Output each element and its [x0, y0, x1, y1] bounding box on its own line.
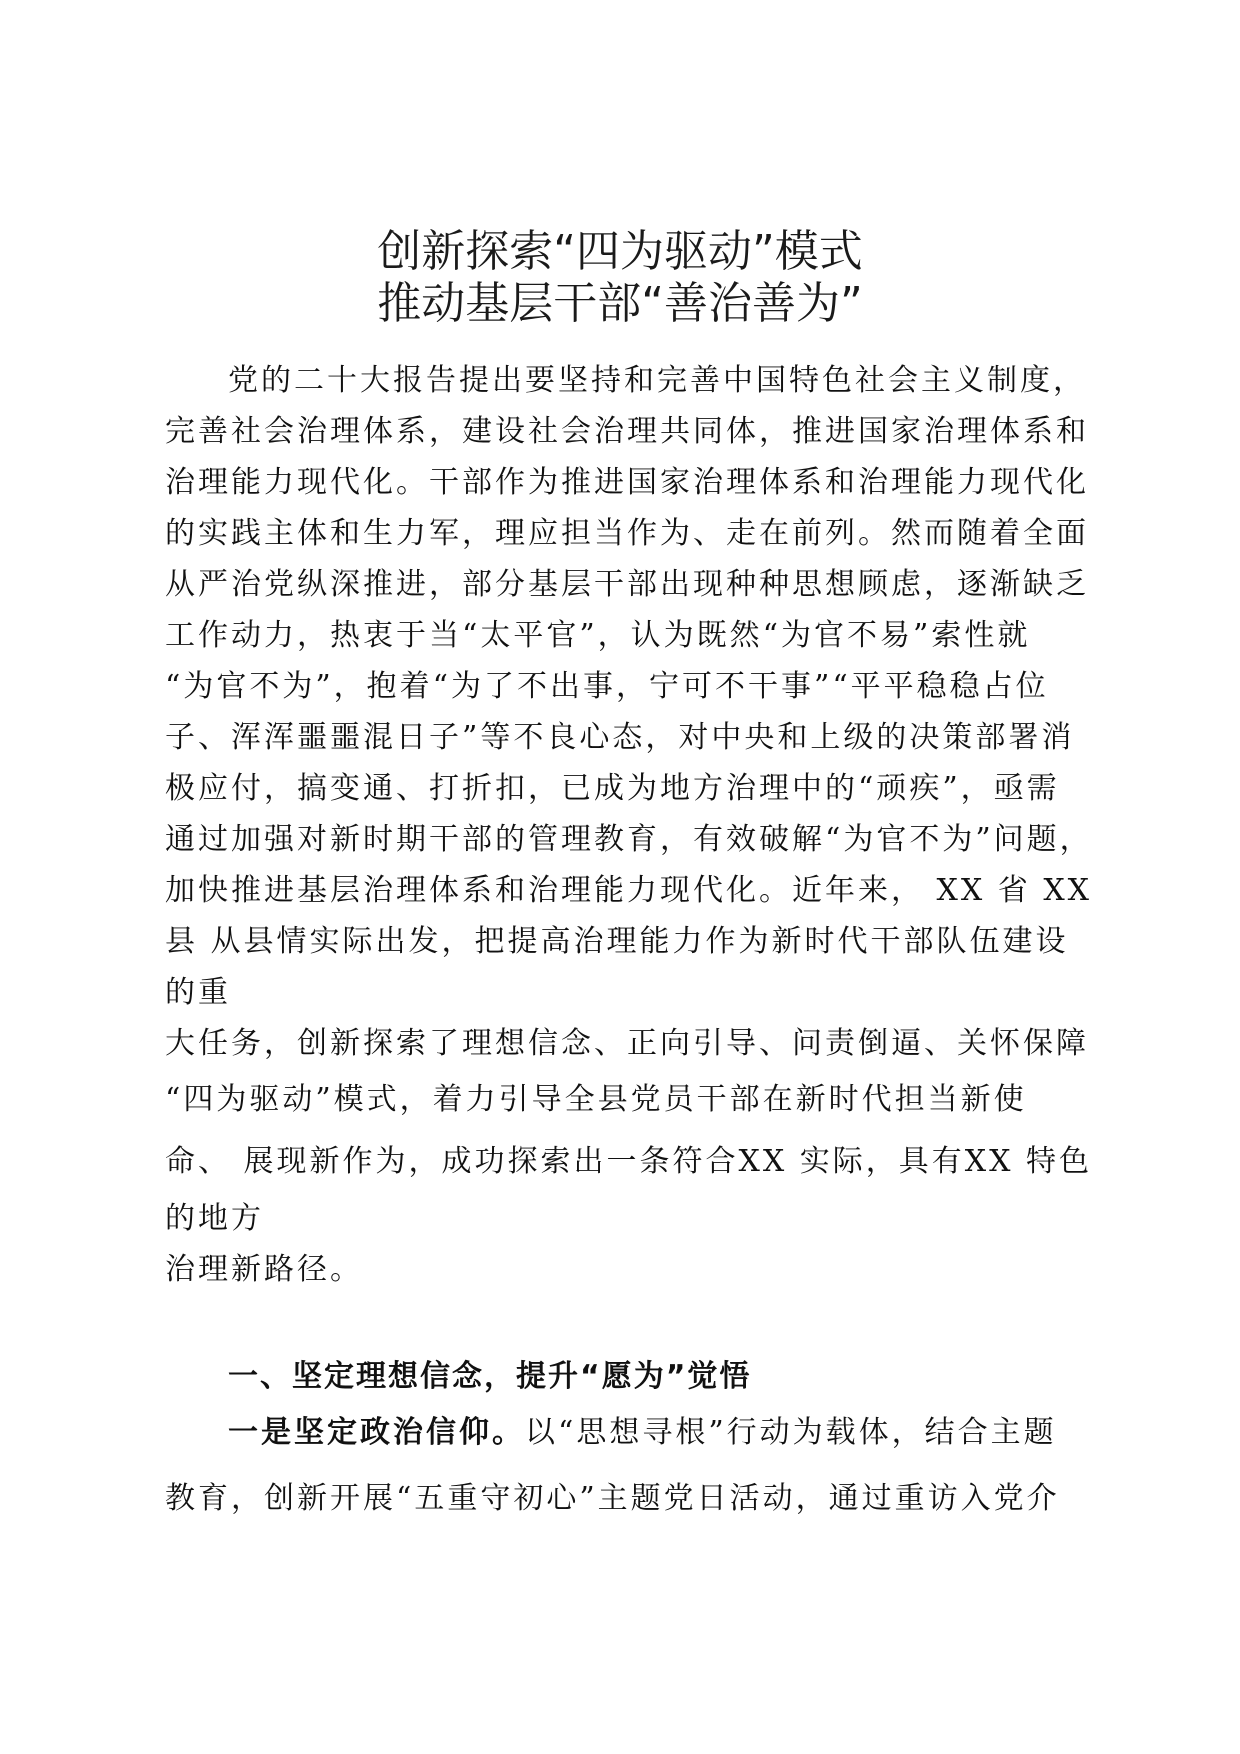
document-title-line1: 创新探索“四为驱动”模式	[377, 226, 863, 277]
section-heading: 一、坚定理想信念，提升“愿为”觉悟	[228, 1359, 752, 1394]
text-line: 大任务，创新探索了理想信念、正向引导、问责倒逼、关怀保障	[165, 1026, 1089, 1061]
text-line: 加快推进基层治理体系和治理能力现代化。近年来， XX 省 XX	[165, 873, 1093, 908]
lead-bold-phrase: 一是坚定政治信仰。	[228, 1415, 525, 1450]
text-line: 子、浑浑噩噩混日子”等不良心态，对中央和上级的决策部署消	[165, 720, 1075, 755]
text-line: “四为驱动”模式，着力引导全县党员干部在新时代担当新使	[165, 1082, 1027, 1117]
text-line: 的地方	[165, 1201, 264, 1236]
text-line: 从严治党纵深推进，部分基层干部出现种种思想顾虑，逐渐缺乏	[165, 567, 1089, 602]
text-line: 完善社会治理体系，建设社会治理共同体，推进国家治理体系和	[165, 414, 1089, 449]
text-line: 教育，创新开展“五重守初心”主题党日活动，通过重访入党介	[165, 1481, 1060, 1516]
intro-paragraph	[165, 355, 1093, 1295]
lead-rest-text: 以“思想寻根”行动为载体，结合主题	[525, 1415, 1057, 1450]
text-line: 工作动力，热衷于当“太平官”，认为既然“为官不易”索性就	[165, 618, 1031, 653]
text-line: 党的二十大报告提出要坚持和完善中国特色社会主义制度，	[228, 363, 1086, 398]
text-line: 命、 展现新作为，成功探索出一条符合XX 实际，具有XX 特色	[165, 1144, 1093, 1179]
text-line: 的重	[165, 975, 231, 1010]
text-line: 治理新路径。	[165, 1252, 363, 1287]
text-line: 极应付，搞变通、打折扣，已成为地方治理中的“顽疾”，亟需	[165, 771, 1060, 806]
text-line: 通过加强对新时期干部的管理教育，有效破解“为官不为”问题，	[165, 822, 1093, 857]
text-line: 县 从县情实际出发，把提高治理能力作为新时代干部队伍建设	[165, 924, 1069, 959]
section1-paragraph	[165, 1400, 1085, 1532]
document-title-line2: 推动基层干部“善治善为”	[377, 278, 863, 329]
text-line: 治理能力现代化。干部作为推进国家治理体系和治理能力现代化	[165, 465, 1089, 500]
text-line: 的实践主体和生力军，理应担当作为、走在前列。然而随着全面	[165, 516, 1089, 551]
text-line: “为官不为”，抱着“为了不出事，宁可不干事”“平平稳稳占位	[165, 669, 1049, 704]
text-line	[165, 1400, 1085, 1466]
